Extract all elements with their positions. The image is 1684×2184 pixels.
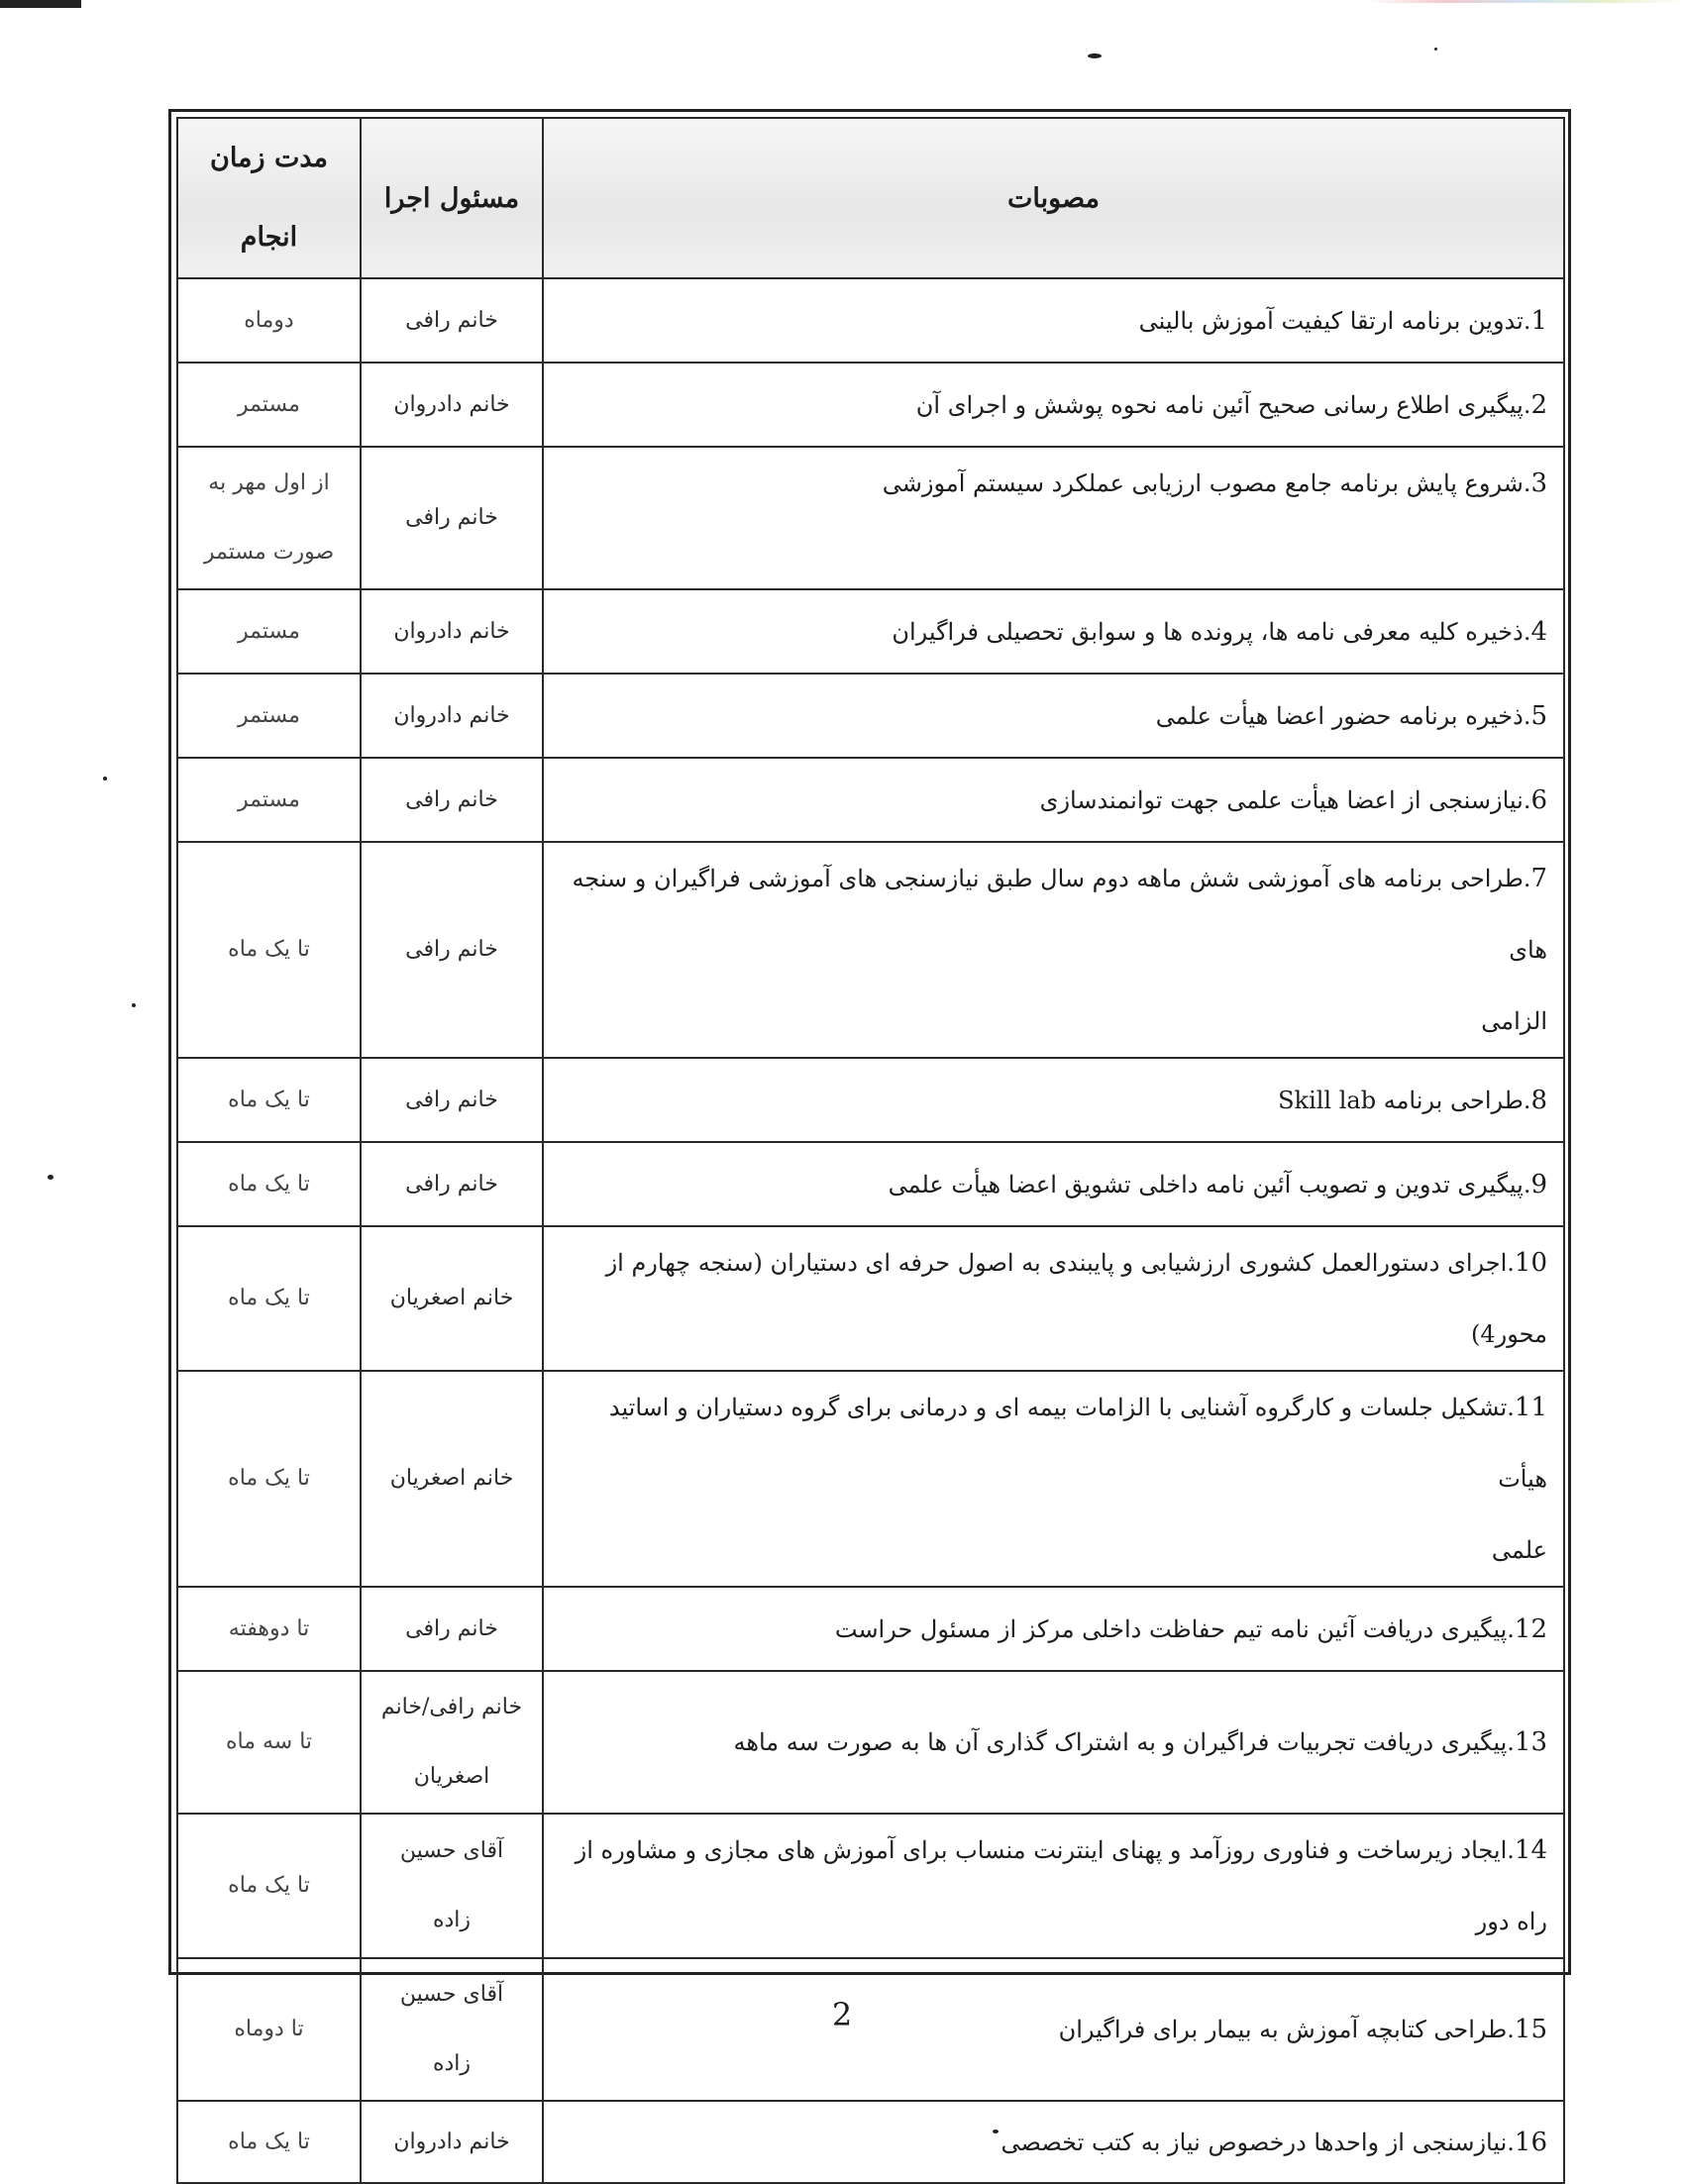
row-responsible: خانم رافی bbox=[361, 278, 543, 363]
row-responsible: خانم رافی bbox=[361, 1142, 543, 1226]
scan-color-strip bbox=[1367, 0, 1684, 3]
header-responsible: مسئول اجرا bbox=[361, 118, 543, 278]
row-description: 3.شروع پایش برنامه جامع مصوب ارزیابی عملکرد سیستم آموزشی bbox=[543, 447, 1564, 589]
approvals-table-frame bbox=[168, 109, 1571, 2157]
row-duration: مستمر bbox=[177, 758, 361, 842]
table-row bbox=[177, 674, 1564, 758]
header-approvals: مصوبات bbox=[543, 118, 1564, 278]
scan-edge-mark bbox=[0, 0, 81, 8]
row-description: 8.طراحی برنامه Skill lab bbox=[543, 1058, 1564, 1142]
row-responsible-line2: زاده bbox=[432, 1908, 472, 1932]
row-duration: تا یک ماه bbox=[177, 1142, 361, 1226]
row-description: 4.ذخیره کلیه معرفی نامه ها، پرونده ها و سوابق تحصیلی فراگیران bbox=[543, 589, 1564, 674]
row-duration: تا دوماه bbox=[177, 1958, 361, 2101]
row-description-line2: علمی bbox=[1491, 1536, 1547, 1564]
table-row bbox=[177, 758, 1564, 842]
header-duration-line2: انجام bbox=[240, 222, 298, 253]
row-description-line1: 11.تشکیل جلسات و کارگروه آشنایی با الزامات بیمه ای و درمانی برای گروه دستیاران و اساتید هیأت bbox=[608, 1393, 1547, 1493]
row-responsible: خانم دادروان bbox=[361, 589, 543, 674]
row-duration: تا یک ماه bbox=[177, 1814, 361, 1958]
table-row bbox=[177, 278, 1564, 363]
table-row bbox=[177, 2101, 1564, 2183]
table-row bbox=[177, 447, 1564, 589]
row-duration-line1: از اول مهر به bbox=[208, 470, 330, 495]
row-description: 10.اجرای دستورالعمل کشوری ارزشیابی و پایبندی به اصول حرفه ای دستیاران (سنجه چهارم از محور4) bbox=[543, 1226, 1564, 1371]
row-description: 2.پیگیری اطلاع رسانی صحیح آئین نامه نحوه پوشش و اجرای آن bbox=[543, 363, 1564, 447]
row-description: 13.پیگیری دریافت تجربیات فراگیران و به اشتراک گذاری آن ها به صورت سه ماهه bbox=[543, 1671, 1564, 1814]
row-duration: تا یک ماه bbox=[177, 2101, 361, 2183]
row-responsible-line2: زاده bbox=[432, 2051, 472, 2076]
row-responsible: خانم دادروان bbox=[361, 2101, 543, 2183]
table-row bbox=[177, 589, 1564, 674]
row-duration: تا سه ماه bbox=[177, 1671, 361, 1814]
scan-speck bbox=[1088, 53, 1102, 58]
row-description: 6.نیازسنجی از اعضا هیأت علمی جهت توانمندسازی bbox=[543, 758, 1564, 842]
row-responsible-line1: آقای حسین bbox=[399, 1838, 504, 1863]
page-number: 2 bbox=[831, 1996, 853, 2033]
table-row bbox=[177, 1587, 1564, 1671]
row-duration: تا دوهفته bbox=[177, 1587, 361, 1671]
row-duration: تا یک ماه bbox=[177, 1226, 361, 1371]
table-row bbox=[177, 1671, 1564, 1814]
row-description-line2: الزامی bbox=[1481, 1007, 1547, 1035]
table-header-row bbox=[177, 118, 1564, 278]
row-duration-line2: صورت مستمر bbox=[203, 540, 335, 565]
row-responsible bbox=[361, 1671, 543, 1814]
row-responsible: خانم رافی bbox=[361, 447, 543, 589]
table-row bbox=[177, 842, 1564, 1058]
row-description: 14.ایجاد زیرساخت و فناوری روزآمد و پهنای اینترنت منساب برای آموزش های مجازی و مشاوره از راه دور bbox=[543, 1814, 1564, 1958]
row-description: 1.تدوین برنامه ارتقا کیفیت آموزش بالینی bbox=[543, 278, 1564, 363]
row-description bbox=[543, 842, 1564, 1058]
table-row bbox=[177, 1142, 1564, 1226]
row-responsible: خانم رافی bbox=[361, 842, 543, 1058]
row-duration bbox=[177, 447, 361, 589]
row-responsible: خانم رافی bbox=[361, 758, 543, 842]
row-duration: تا یک ماه bbox=[177, 842, 361, 1058]
scan-speck bbox=[48, 1175, 53, 1180]
table-row bbox=[177, 1814, 1564, 1958]
row-responsible-line2: اصغریان bbox=[413, 1764, 490, 1789]
row-responsible: خانم اصغریان bbox=[361, 1371, 543, 1587]
table-row bbox=[177, 1226, 1564, 1371]
row-responsible-line1: خانم رافی/خانم bbox=[380, 1695, 523, 1719]
row-description: 12.پیگیری دریافت آئین نامه تیم حفاظت داخلی مرکز از مسئول حراست bbox=[543, 1587, 1564, 1671]
row-duration: دوماه bbox=[177, 278, 361, 363]
row-description: 5.ذخیره برنامه حضور اعضا هیأت علمی bbox=[543, 674, 1564, 758]
row-duration: تا یک ماه bbox=[177, 1371, 361, 1587]
table-row bbox=[177, 1371, 1564, 1587]
row-description: 16.نیازسنجی از واحدها درخصوص نیاز به کتب تخصصی bbox=[543, 2101, 1564, 2183]
scan-speck bbox=[1434, 48, 1437, 51]
row-duration: مستمر bbox=[177, 674, 361, 758]
header-duration-line1: مدت زمان bbox=[209, 143, 328, 173]
table-row bbox=[177, 363, 1564, 447]
row-responsible-line1: آقای حسین bbox=[399, 1982, 504, 2007]
row-description-line1: 7.طراحی برنامه های آموزشی شش ماهه دوم سال طبق نیازسنجی های آموزشی فراگیران و سنجه های bbox=[572, 864, 1547, 964]
table-row bbox=[177, 1058, 1564, 1142]
row-responsible: خانم اصغریان bbox=[361, 1226, 543, 1371]
approvals-table bbox=[176, 117, 1565, 2184]
row-description: 15.طراحی کتابچه آموزش به بیمار برای فراگیران bbox=[543, 1958, 1564, 2101]
header-duration bbox=[177, 118, 361, 278]
row-responsible bbox=[361, 1814, 543, 1958]
scan-speck bbox=[103, 777, 107, 780]
row-duration: مستمر bbox=[177, 363, 361, 447]
row-description: 9.پیگیری تدوین و تصویب آئین نامه داخلی تشویق اعضا هیأت علمی bbox=[543, 1142, 1564, 1226]
row-responsible: خانم دادروان bbox=[361, 674, 543, 758]
row-duration: مستمر bbox=[177, 589, 361, 674]
row-responsible: خانم رافی bbox=[361, 1058, 543, 1142]
row-responsible: خانم رافی bbox=[361, 1587, 543, 1671]
row-responsible: خانم دادروان bbox=[361, 363, 543, 447]
scan-speck bbox=[132, 1003, 136, 1007]
row-description bbox=[543, 1371, 1564, 1587]
row-duration: تا یک ماه bbox=[177, 1058, 361, 1142]
